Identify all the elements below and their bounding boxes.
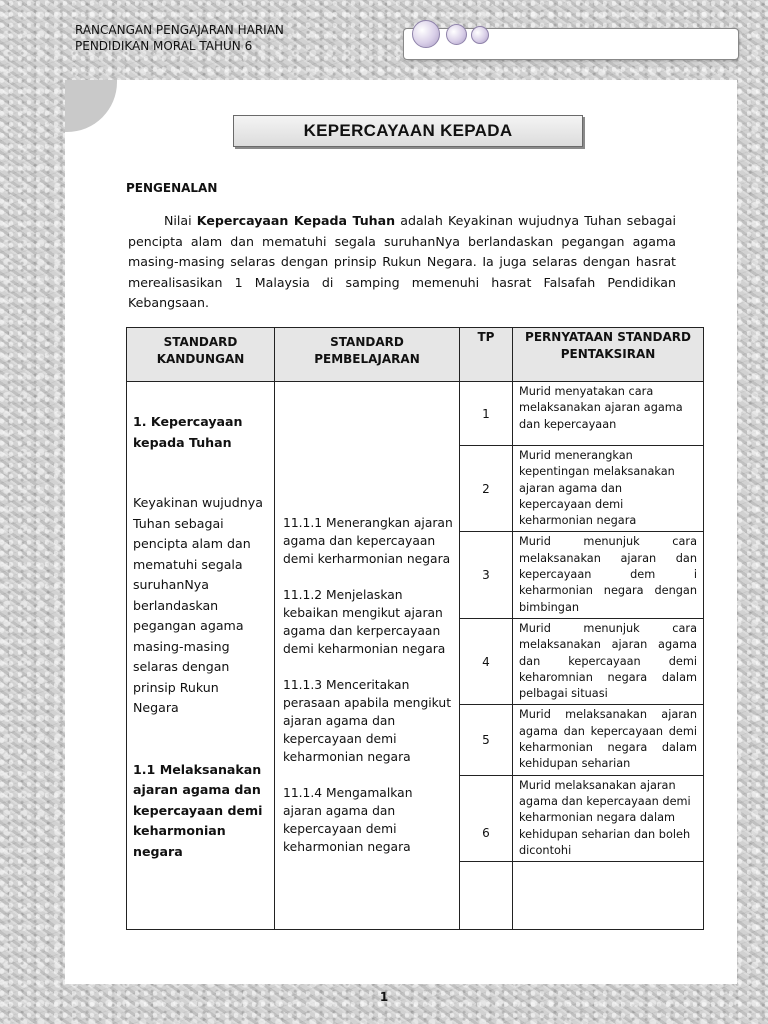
page-title: KEPERCAYAAN KEPADA — [233, 115, 583, 147]
pernyataan-level-6: Murid melaksanakan ajaran agama dan kepercayaan demi keharmonian negara dalam kehidupan seharian dan boleh dicontohi — [513, 775, 704, 861]
document-header — [0, 0, 768, 70]
sp-item-1: 11.1.1 Menerangkan ajaran agama dan kepercayaan demi kerharmonian negara — [283, 516, 453, 566]
bubble-decoration-medium — [446, 24, 467, 45]
tp-level-2: 2 — [460, 446, 513, 532]
intro-paragraph — [128, 211, 676, 314]
section-heading-pengenalan: PENGENALAN — [126, 181, 218, 195]
header-decoration-box — [403, 28, 739, 60]
header-pernyataan-standard-pentaksiran — [513, 328, 704, 382]
header-tp: TP — [460, 328, 513, 382]
header-line-1: RANCANGAN PENGAJARAN HARIAN — [75, 23, 284, 37]
tp-level-3: 3 — [460, 532, 513, 618]
pernyataan-level-3: Murid menunjuk cara melaksanakan ajaran dan kepercayaan dem i keharmonian negara dengan bimbingan — [513, 532, 704, 618]
pernyataan-level-4: Murid menunjuk cara melaksanakan ajaran agama dan kepercayaan demi keharomnian negara dalam pelbagai situasi — [513, 618, 704, 704]
tp-level-1: 1 — [460, 382, 513, 446]
sp-item-4: 11.1.4 Mengamalkan ajaran agama dan kepercayaan demi keharmonian negara — [283, 786, 413, 854]
pernyataan-level-1: Murid menyatakan cara melaksanakan ajaran agama dan kepercayaan — [513, 382, 704, 446]
tp-level-4: 4 — [460, 618, 513, 704]
header-title — [75, 22, 284, 54]
intro-bold-term: Kepercayaan Kepada Tuhan — [196, 213, 396, 228]
tp-level-5: 5 — [460, 705, 513, 775]
standard-pembelajaran-cell — [275, 382, 460, 930]
header-sp-line1: STANDARD — [330, 335, 404, 349]
table-row — [127, 382, 704, 446]
intro-lead: Nilai — [164, 213, 197, 228]
header-ps-line2: PENTAKSIRAN — [560, 347, 656, 361]
standard-kandungan-cell — [127, 382, 275, 930]
header-standard-pembelajaran — [275, 328, 460, 382]
table-header-row — [127, 328, 704, 382]
header-standard-kandungan — [127, 328, 275, 382]
pernyataan-empty-cell — [513, 862, 704, 930]
sk-body: Keyakinan wujudnya Tuhan sebagai pencipta alam dan mematuhi segala suruhanNya berlandaskan pegangan agama masing-masing selaras dengan prinsip Rukun Negara — [133, 495, 263, 715]
sk-heading-1: 1. Kepercayaan kepada Tuhan — [133, 414, 243, 450]
tp-empty-cell — [460, 862, 513, 930]
intro-rest: adalah Keyakinan wujudnya Tuhan sebagai pencipta alam dan mematuhi segala suruhanNya berlandaskan pegangan agama masing-masing selaras dengan prinsip Rukun Negara. Ia juga selaras dengan hasrat merealisasikan 1 Malaysia di samping memenuhi hasrat Falsafah Pendidikan Kebangsaan. — [128, 213, 677, 311]
header-line-2: PENDIDIKAN MORAL TAHUN 6 — [75, 39, 253, 53]
bubble-decoration-large — [412, 20, 440, 48]
pernyataan-level-2: Murid menerangkan kepentingan melaksanakan ajaran agama dan kepercayaan demi keharmonian negara — [513, 446, 704, 532]
standards-table — [126, 327, 704, 930]
tp-level-6: 6 — [460, 775, 513, 861]
pernyataan-level-5: Murid melaksanakan ajaran agama dan kepercayaan demi keharmonian negara dalam kehidupan seharian — [513, 705, 704, 775]
sp-item-2: 11.1.2 Menjelaskan kebaikan mengikut ajaran agama dan kerpercayaan demi keharmonian negara — [283, 588, 446, 656]
bubble-decoration-small — [471, 26, 489, 44]
sk-heading-2: 1.1 Melaksanakan ajaran agama dan kepercayaan demi keharmonian negara — [133, 761, 263, 859]
header-ps-line1: PERNYATAAN STANDARD — [525, 330, 691, 344]
sp-item-3: 11.1.3 Menceritakan perasaan apabila mengikut ajaran agama dan kepercayaan demi keharmonian negara — [283, 678, 452, 764]
header-sk-line2: KANDUNGAN — [156, 352, 245, 366]
header-sk-line1: STANDARD — [163, 335, 238, 349]
page-number: 1 — [379, 990, 389, 1004]
header-sp-line2: PEMBELAJARAN — [314, 352, 420, 366]
